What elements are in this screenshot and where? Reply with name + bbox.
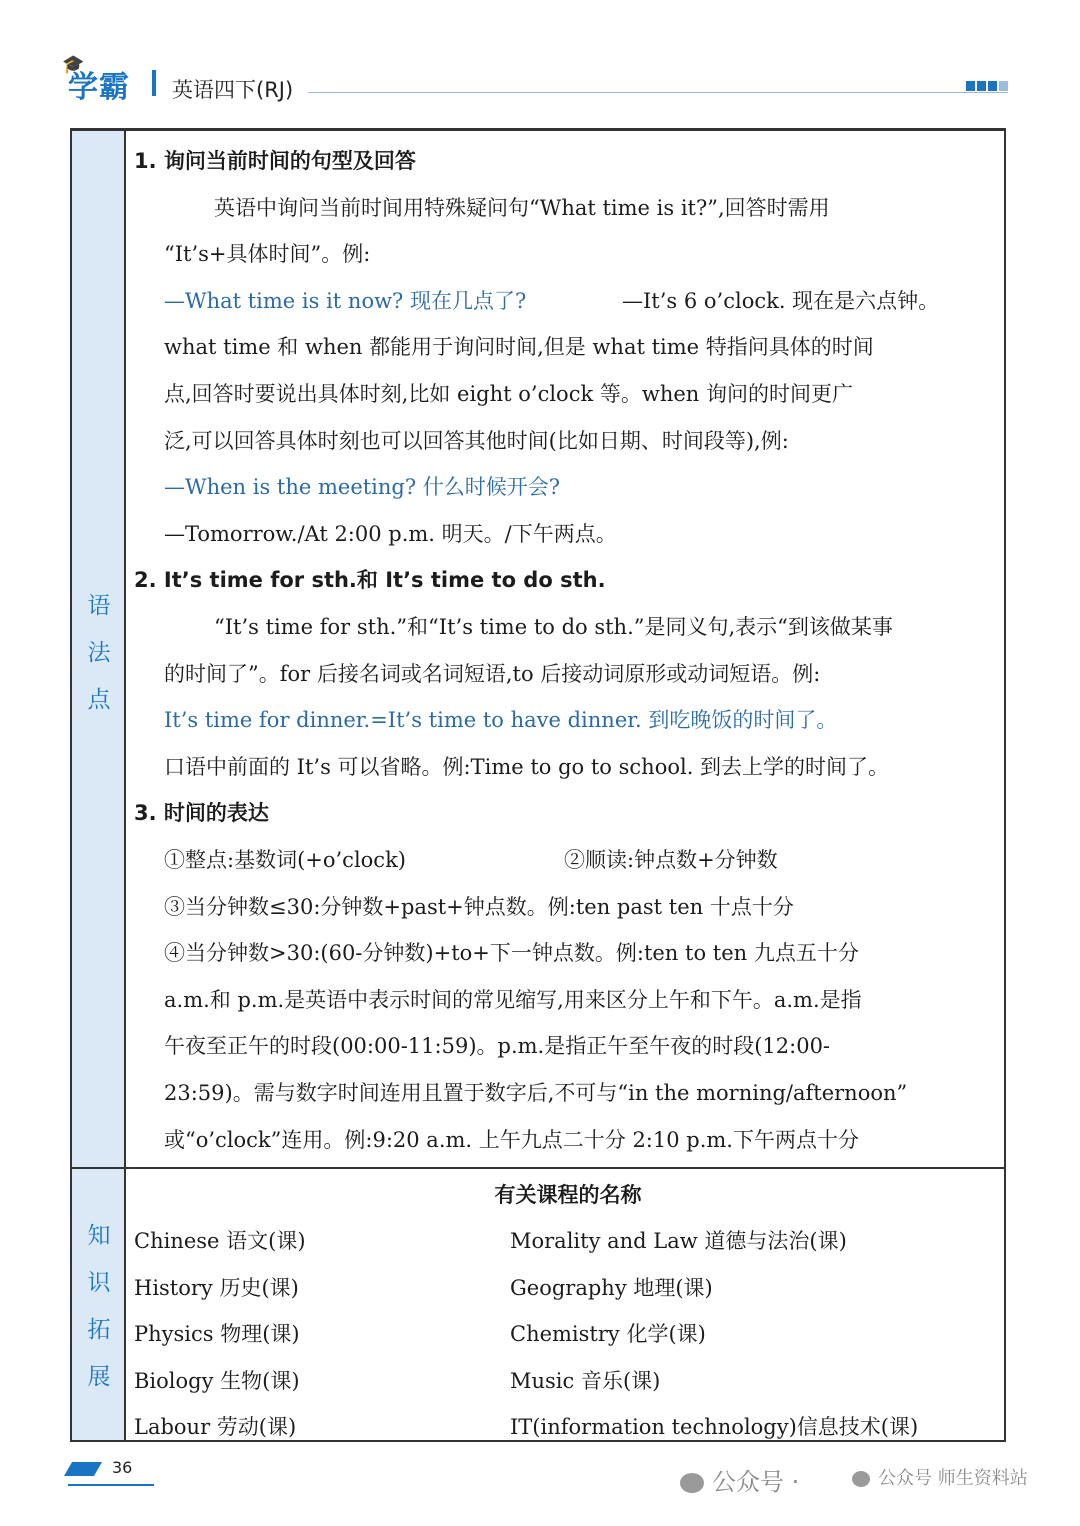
page-header [62, 54, 1008, 106]
text-line: 午夜至正午的时段(00:00-11:59)。p.m.是指正午至午夜的时段(12:00- [164, 1034, 831, 1059]
course-name: IT(information technology)信息技术(课) [510, 1415, 919, 1440]
graduation-cap-icon: 🎓 [62, 54, 85, 75]
text-line: ①整点:基数词(+o’clock) [164, 848, 406, 872]
header-decoration [964, 76, 1008, 95]
text-line: a.m.和 p.m.是英语中表示时间的常见缩写,用来区分上午和下午。a.m.是指 [164, 987, 862, 1012]
section-heading: 1. 询问当前时间的句型及回答 [134, 149, 416, 173]
text-line: —What time is it now? 现在几点了? [164, 288, 527, 313]
text-line-extra: —It’s 6 o’clock. 现在是六点钟。 [622, 288, 940, 313]
text-line: “It’s+具体时间”。例: [164, 242, 371, 267]
text-line: 的时间了”。for 后接名词或名词短语,to 后接动词原形或动词短语。例: [164, 661, 821, 686]
course-name: Music 音乐(课) [510, 1368, 661, 1393]
text-line: ③当分钟数≤30:分钟数+past+钟点数。例:ten past ten 十点十分 [164, 894, 794, 919]
text-line: —When is the meeting? 什么时候开会? [164, 475, 561, 500]
wechat-icon [680, 1473, 704, 1493]
text-line: It’s time for dinner.=It’s time to have dinner. 到吃晚饭的时间了。 [164, 708, 838, 733]
text-line: 点,回答时要说出具体时刻,比如 eight o’clock 等。when 询问的时间更广 [164, 382, 853, 406]
course-name: History 历史(课) [134, 1275, 299, 1300]
grammar-label-char: 点 [87, 687, 111, 713]
text-line: 23:59)。需与数字时间连用且置于数字后,不可与“in the morning/afternoon” [164, 1081, 908, 1105]
course-name: Chemistry 化学(课) [510, 1322, 706, 1347]
section-heading: 2. It’s time for sth.和 It’s time to do sth. [134, 568, 606, 593]
sidebar [72, 131, 126, 1440]
wechat-icon [852, 1471, 870, 1487]
logo: 学霸 [68, 70, 130, 105]
course-name: Geography 地理(课) [510, 1275, 713, 1300]
course-name: Chinese 语文(课) [134, 1229, 306, 1253]
course-name: Biology 生物(课) [134, 1368, 300, 1393]
watermark-right: 公众号 师生资料站 [852, 1464, 1028, 1490]
page-mark-icon [64, 1462, 102, 1476]
watermark-left: 公众号 · [680, 1462, 799, 1497]
grammar-label-char: 法 [87, 640, 111, 666]
course-name: Morality and Law 道德与法治(课) [510, 1229, 847, 1253]
text-line: 英语中询问当前时间用特殊疑问句“What time is it?”,回答时需用 [214, 195, 830, 220]
page-number: 36 [112, 1458, 133, 1477]
footer-rule [68, 1484, 154, 1486]
text-line: 泛,可以回答具体时刻也可以回答其他时间(比如日期、时间段等),例: [164, 428, 789, 453]
knowledge-label-char: 拓 [87, 1317, 111, 1343]
text-line: 或“o’clock”连用。例:9:20 a.m. 上午九点二十分 2:10 p.m.下午两点十分 [164, 1127, 859, 1152]
content-box [70, 128, 1006, 1442]
knowledge-label-char: 识 [87, 1270, 111, 1296]
section-heading: 3. 时间的表达 [134, 801, 269, 826]
course-name: Physics 物理(课) [134, 1322, 300, 1347]
knowledge-title: 有关课程的名称 [494, 1183, 642, 1207]
book-title: 英语四下(RJ) [172, 78, 294, 102]
knowledge-label-char: 展 [87, 1364, 111, 1390]
course-name: Labour 劳动(课) [134, 1415, 297, 1440]
text-line: 口语中前面的 It’s 可以省略。例:Time to go to school. 到去上学的时间了。 [164, 754, 890, 779]
header-rule [308, 92, 1008, 93]
text-line: ④当分钟数>30:(60-分钟数)+to+下一钟点数。例:ten to ten 九点五十分 [164, 941, 859, 966]
knowledge-label-char: 知 [87, 1223, 111, 1249]
grammar-label-char: 语 [87, 593, 111, 619]
text-line-extra: ②顺读:钟点数+分钟数 [564, 848, 778, 872]
text-line: —Tomorrow./At 2:00 p.m. 明天。/下午两点。 [164, 521, 617, 546]
text-line: “It’s time for sth.”和“It’s time to do sth.”是同义句,表示“到该做某事 [214, 615, 893, 639]
logo-divider [152, 70, 156, 96]
section-divider [72, 1167, 1004, 1169]
text-line: what time 和 when 都能用于询问时间,但是 what time 特指问具体的时间 [164, 335, 874, 360]
